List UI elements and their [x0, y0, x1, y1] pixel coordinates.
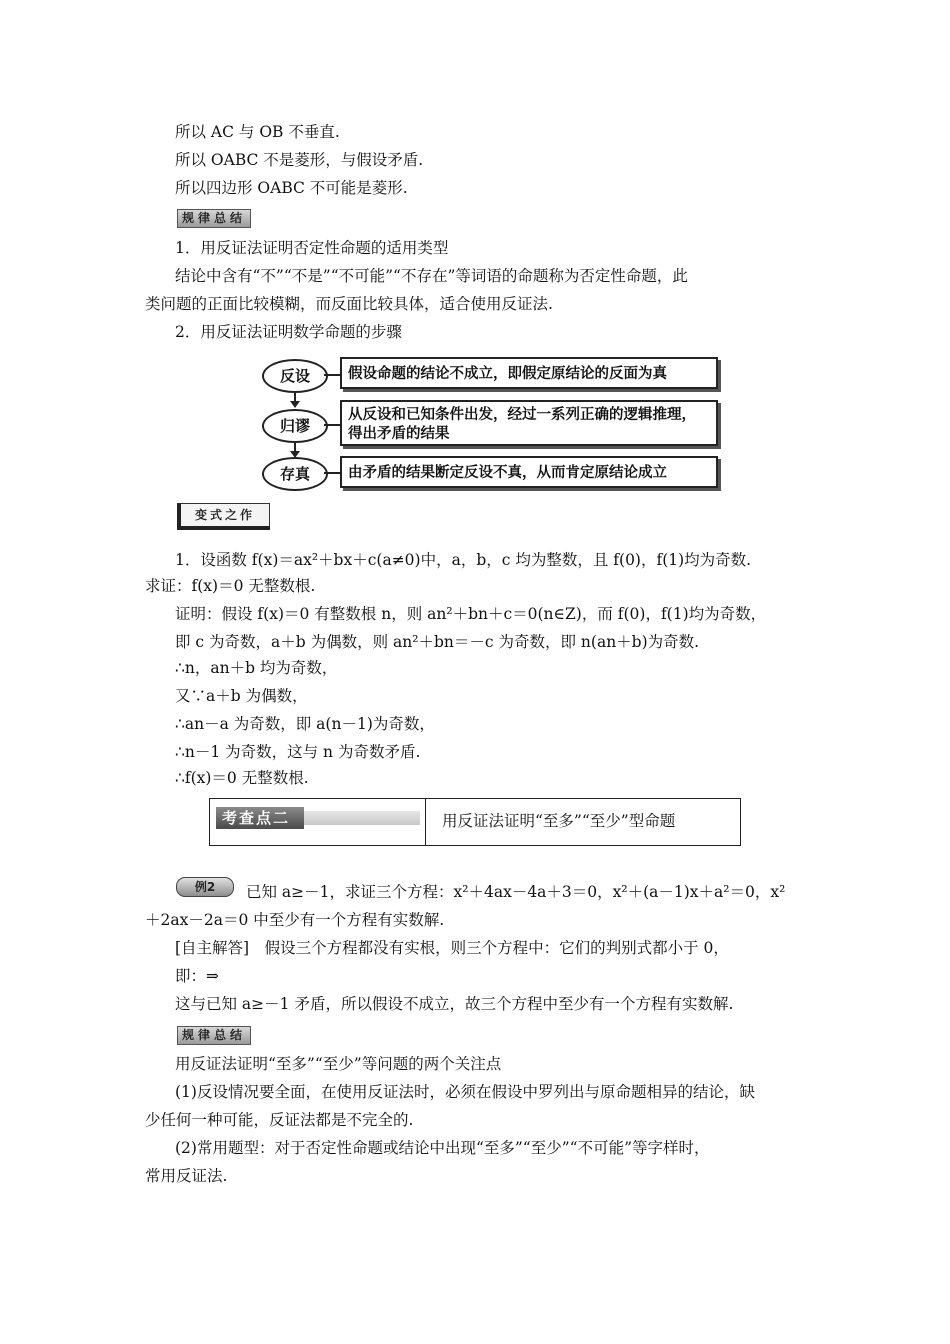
- step-box-3: 由矛盾的结果断定反设不真，从而肯定原结论成立: [340, 456, 718, 488]
- summary-badge: 规律总结: [177, 209, 251, 228]
- text-line: 所以 AC 与 OB 不垂直.: [175, 123, 340, 141]
- text-line: 常用反证法.: [145, 1167, 228, 1185]
- section-title: 用反证法证明“至多”“至少”等问题的两个关注点: [175, 1055, 502, 1073]
- text-line: 所以四边形 OABC 不可能是菱形.: [175, 179, 408, 197]
- example-badge: 例2: [176, 877, 234, 897]
- proof-line: 即 c 为奇数，a＋b 为偶数，则 an²＋bn＝－c 为奇数，即 n(an＋b)为奇数.: [175, 633, 700, 651]
- answer-line: [自主解答] 假设三个方程都没有实根，则三个方程中：它们的判别式都小于 0，: [175, 939, 729, 957]
- answer-line: 这与已知 a≥－1 矛盾，所以假设不成立，故三个方程中至少有一个方程有实数解.: [175, 995, 734, 1013]
- section-title: 1．用反证法证明否定性命题的适用类型: [175, 239, 449, 257]
- variant-badge: 变式之作: [177, 503, 270, 530]
- summary-badge: 规律总结: [177, 1026, 251, 1045]
- text-line: 少任何一种可能，反证法都是不完全的.: [145, 1111, 414, 1129]
- step-oval-3: 存真: [262, 457, 328, 491]
- proof-steps-diagram: [262, 355, 722, 490]
- text-line: (1)反设情况要全面，在使用反证法时，必须在假设中罗列出与原命题相异的结论，缺: [175, 1083, 755, 1101]
- proof-line: ∴n－1 为奇数，这与 n 为奇数矛盾.: [175, 743, 421, 761]
- step-box-2: 从反设和已知条件出发，经过一系列正确的逻辑推理，得出矛盾的结果: [340, 400, 718, 446]
- proof-line: ∴an－a 为奇数，即 a(n－1)为奇数，: [175, 715, 435, 733]
- question-line: 求证：f(x)＝0 无整数根.: [145, 577, 316, 595]
- arrow-down-icon: [290, 401, 300, 408]
- example-line: ＋2ax－2a＝0 中至少有一个方程有实数解.: [145, 911, 445, 929]
- text-line: 类问题的正面比较模糊，而反面比较具体，适合使用反证法.: [145, 295, 553, 313]
- proof-line: ∴n，an＋b 均为奇数，: [175, 659, 338, 677]
- text-line: 所以 OABC 不是菱形，与假设矛盾.: [175, 151, 424, 169]
- step-oval-2: 归谬: [262, 409, 328, 443]
- question-line: 1．设函数 f(x)＝ax²＋bx＋c(a≠0)中，a，b，c 均为整数，且 f(0)，f(1)均为奇数.: [175, 551, 752, 569]
- text-line: (2)常用题型：对于否定性命题或结论中出现“至多”“至少”“不可能”等字样时，: [175, 1139, 710, 1157]
- exam-point-badge: 考查点二: [216, 807, 304, 829]
- exam-point-cell: [210, 799, 426, 845]
- connector: [324, 424, 340, 426]
- proof-line: ∴f(x)＝0 无整数根.: [175, 769, 309, 787]
- proof-line: 又∵a＋b 为偶数，: [175, 687, 308, 705]
- connector: [324, 472, 340, 474]
- connector: [324, 374, 340, 376]
- example-line: 已知 a≥－1，求证三个方程：x²＋4ax－4a＋3＝0，x²＋(a－1)x＋a²＝0，x²: [246, 883, 786, 901]
- proof-line: 证明：假设 f(x)＝0 有整数根 n，则 an²＋bn＋c＝0(n∈Z)，而 f(0)，f(1)均为奇数，: [175, 605, 767, 623]
- exam-point-title: 用反证法证明“至多”“至少”型命题: [442, 812, 676, 830]
- step-box-1: 假设命题的结论不成立，即假定原结论的反面为真: [340, 357, 718, 389]
- decorative-bar: [304, 811, 420, 825]
- exam-point-table: [209, 798, 741, 846]
- text-line: 结论中含有“不”“不是”“不可能”“不存在”等词语的命题称为否定性命题，此: [175, 267, 688, 285]
- step-oval-1: 反设: [262, 359, 328, 393]
- section-title: 2．用反证法证明数学命题的步骤: [175, 323, 402, 341]
- answer-line: 即：⇒: [175, 967, 219, 985]
